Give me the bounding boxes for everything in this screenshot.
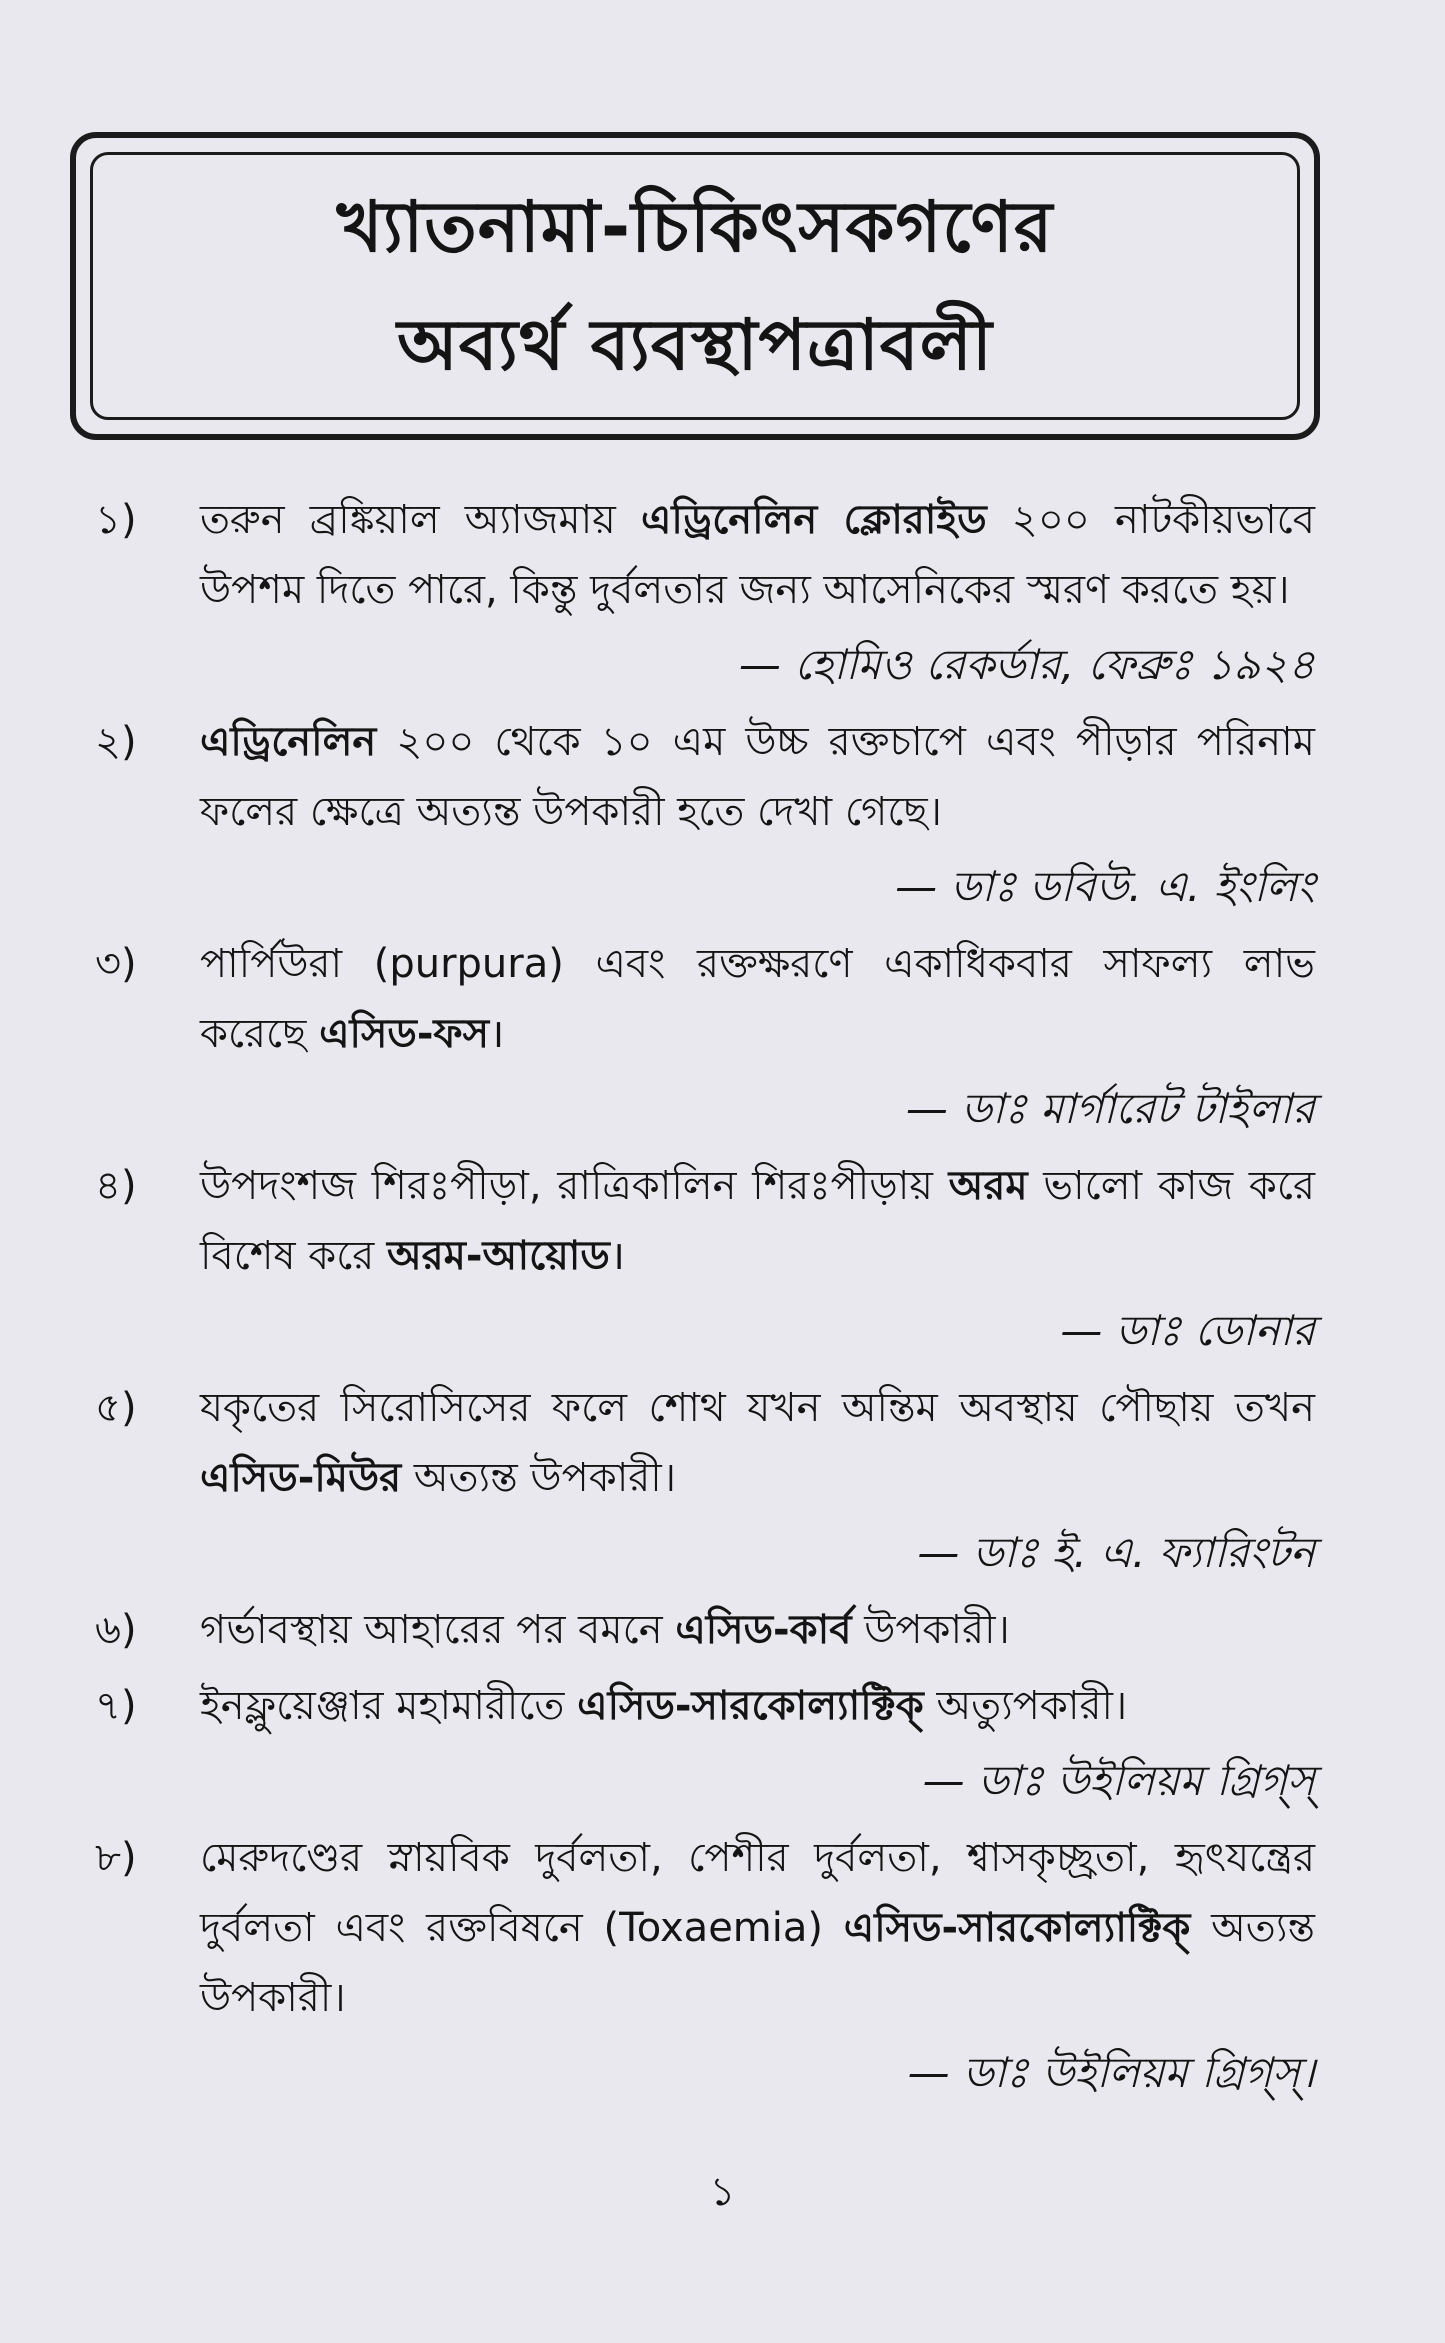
entry-text [200, 485, 1315, 625]
entry-text-segment: অত্যন্ত উপকারী। [200, 1905, 1315, 2021]
prescription-entry [95, 1823, 1315, 2109]
entry-number: ৭) [95, 1683, 137, 1729]
entry-text-segment: । [609, 1233, 625, 1279]
entry-text-segment: ভালো কাজ করে বিশেষ করে [200, 1163, 1315, 1279]
title-line-2: অব্যর্থ ব্যবস্থাপত্রাবলী [397, 304, 993, 386]
entry-attribution: — ডাঃ উইলিয়ম গ্রিগ্স্ [922, 1756, 1315, 1805]
entry-number: ৪) [95, 1163, 137, 1209]
prescription-entry [95, 485, 1315, 701]
entry-text [200, 1823, 1315, 2033]
entry-text-segment: উপদংশজ শিরঃপীড়া, রাত্রিকালিন শিরঃপীড়ায় [200, 1163, 949, 1209]
remedy-name: এসিড-সারকোল্যাক্টিক্ [577, 1683, 924, 1729]
entry-text [200, 1373, 1315, 1513]
prescription-entry [95, 929, 1315, 1145]
entry-text [200, 1151, 1315, 1291]
entry-number: ৩) [95, 941, 137, 987]
entry-text [200, 929, 1315, 1069]
entry-text-segment: উপকারী। [851, 1607, 1010, 1653]
entry-text-segment: গর্ভাবস্থায় আহারের পর বমনে [200, 1607, 676, 1653]
entry-number: ৮) [95, 1835, 137, 1881]
prescription-entry [95, 1595, 1315, 1665]
remedy-name: অরম [948, 1163, 1028, 1209]
remedy-name: অরম-আয়োড [387, 1233, 610, 1279]
remedy-name: এসিড-সারকোল্যাক্টিক্ [843, 1905, 1191, 1951]
prescription-entry [95, 1373, 1315, 1589]
prescription-entry [95, 1671, 1315, 1817]
entry-text-segment: ২০০ নাটকীয়ভাবে উপশম দিতে পারে, কিন্তু দুর্বলতার জন্য আসেনিকের স্মরণ করতে হয়। [200, 497, 1316, 613]
entry-attribution: — ডাঃ ডোনার [1060, 1306, 1315, 1355]
entry-text-segment: পার্পিউরা (purpura) এবং রক্তক্ষরণে একাধিকবার সাফল্য লাভ করেছে [200, 941, 1315, 1057]
entry-text [200, 1595, 1315, 1665]
entry-attribution: — ডাঃ ডবিউ. এ. ইংলিং [895, 862, 1315, 911]
entry-attribution: — ডাঃ ই. এ. ফ্যারিংটন [917, 1528, 1315, 1577]
entry-text-segment: যকৃতের সিরোসিসের ফলে শোথ যখন অন্তিম অবস্থায় পৌছায় তখন [200, 1385, 1315, 1431]
entry-number: ৬) [95, 1607, 137, 1653]
entry-text-segment: অত্যুপকারী। [923, 1683, 1128, 1729]
entry-text-segment: অত্যন্ত উপকারী। [401, 1455, 677, 1501]
remedy-name: এড্রিনেলিন [200, 719, 377, 765]
remedy-name: এসিড-কার্ব [675, 1607, 852, 1653]
page-number: ১ [709, 2169, 736, 2215]
title-line-1: খ্যাতনামা-চিকিৎসকগণের [336, 186, 1054, 268]
entry-text-segment: তরুন ব্রঙ্কিয়াল অ্যাজমায় [200, 497, 641, 543]
entry-number: ১) [95, 497, 137, 543]
entry-text-segment: ইনফ্লুয়েঞ্জার মহামারীতে [200, 1683, 578, 1729]
prescription-entry [95, 707, 1315, 923]
remedy-name: এসিড-ফস [319, 1011, 490, 1057]
remedy-name: এড্রিনেলিন ক্লোরাইড [640, 497, 987, 543]
entry-text-segment: মেরুদণ্ডের স্নায়বিক দুর্বলতা, পেশীর দুর্বলতা, শ্বাসকৃচ্ছ্রতা, হৃৎযন্ত্রের দুর্বলতা এবং রক্তবিষনে (Toxaemia) [200, 1835, 1315, 1951]
remedy-name: এসিড-মিউর [200, 1455, 402, 1501]
entry-attribution: — ডাঃ মার্গারেট টাইলার [905, 1084, 1315, 1133]
entry-number: ২) [95, 719, 137, 765]
entry-text-segment: । [489, 1011, 505, 1057]
entry-attribution: — ডাঃ উইলিয়ম গ্রিগ্স্। [907, 2048, 1315, 2097]
entry-text [200, 1671, 1315, 1741]
title-frame [70, 132, 1320, 440]
entry-attribution: — হোমিও রেকর্ডার, ফেব্রুঃ ১৯২৪ [738, 640, 1315, 689]
prescription-list [95, 485, 1315, 2115]
entry-text-segment: ২০০ থেকে ১০ এম উচ্চ রক্তচাপে এবং পীড়ার পরিনাম ফলের ক্ষেত্রে অত্যন্ত উপকারী হতে দেখা গেছে। [200, 719, 1315, 835]
entry-number: ৫) [95, 1385, 137, 1431]
entry-text [200, 707, 1315, 847]
prescription-entry [95, 1151, 1315, 1367]
title-inner-frame [90, 152, 1300, 420]
